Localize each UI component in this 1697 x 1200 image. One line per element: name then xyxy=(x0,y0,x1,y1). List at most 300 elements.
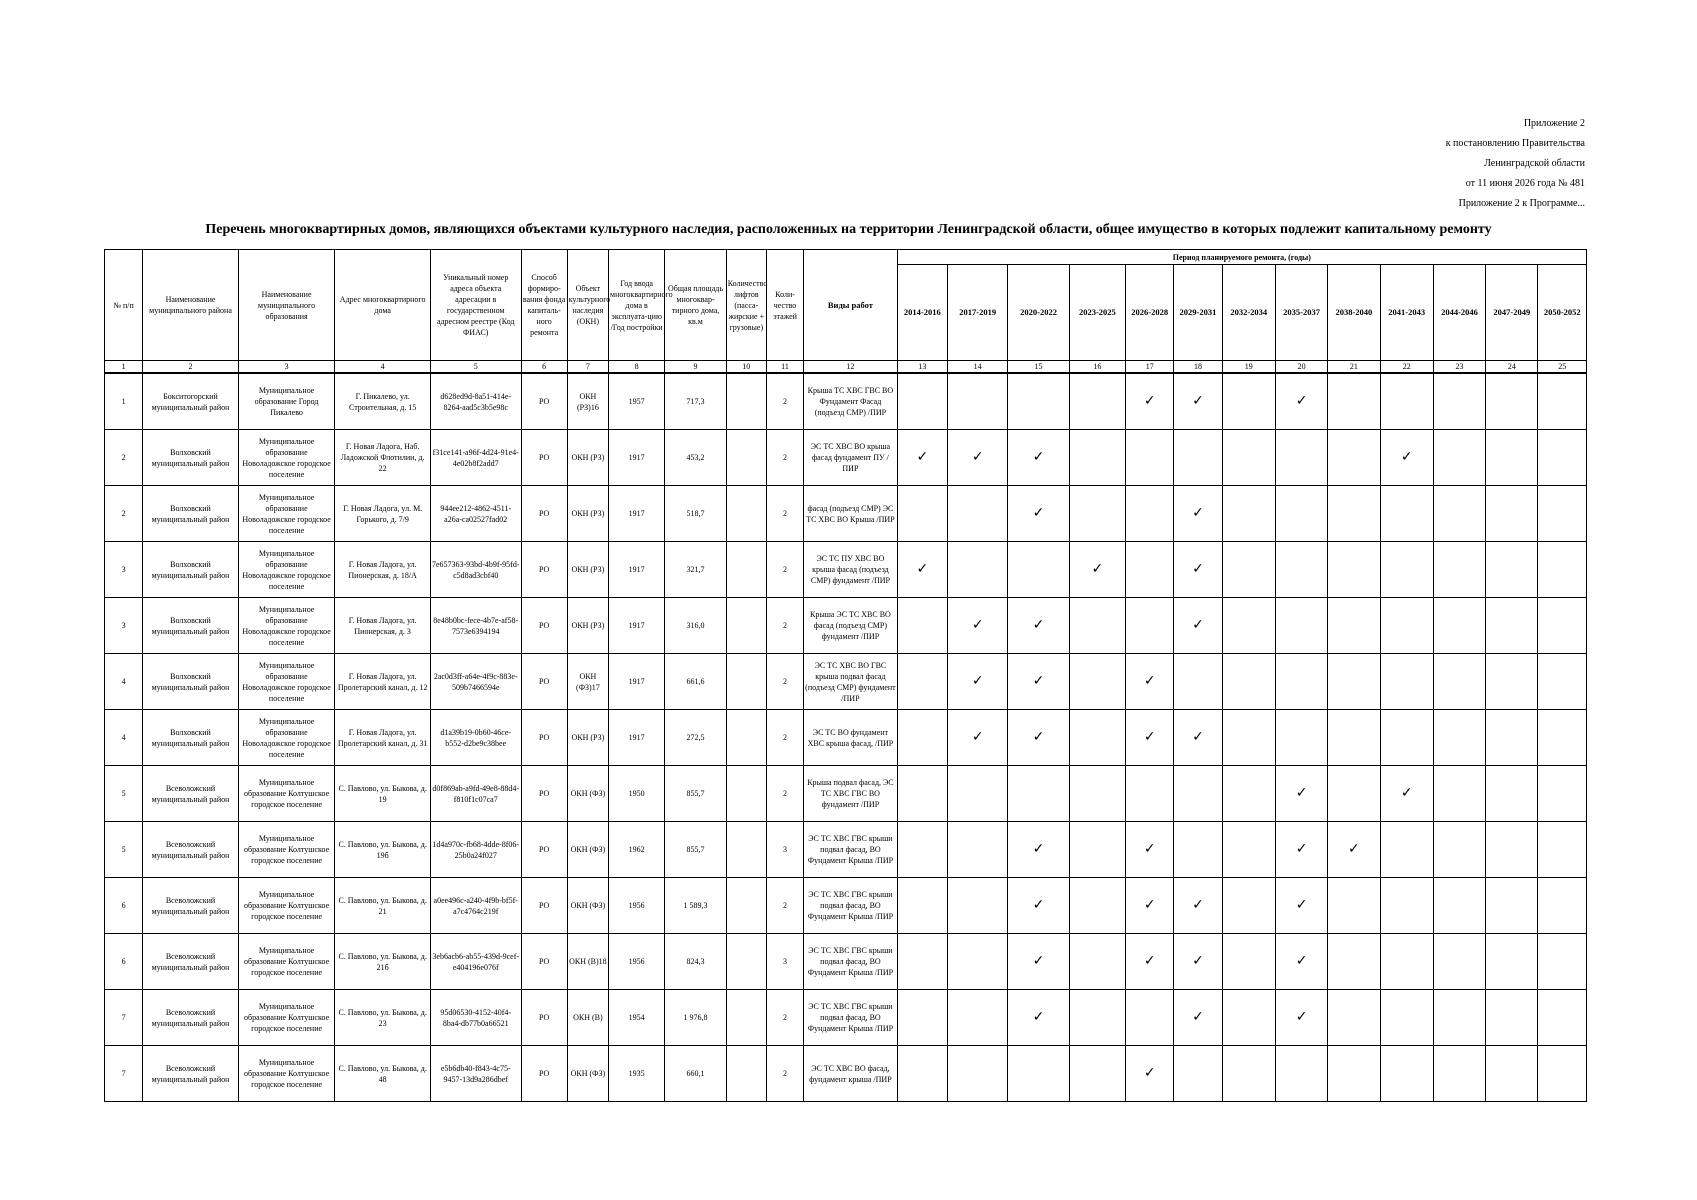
period-cell xyxy=(1126,486,1174,542)
header-year: Год ввода многоквартирного дома в эксплуата-цию /Год постройки xyxy=(609,250,665,361)
method-cell: РО xyxy=(521,878,567,934)
municipality-cell: Муниципальное образование Колтушское городское поселение xyxy=(238,766,335,822)
period-cell xyxy=(1538,710,1587,766)
check-mark-icon: ✓ xyxy=(1275,373,1327,430)
table-row xyxy=(105,373,1587,430)
district-cell: Волховский муниципальный район xyxy=(143,486,239,542)
area-cell: 321,7 xyxy=(665,542,726,598)
period-cell xyxy=(1069,878,1125,934)
column-number: 5 xyxy=(430,361,521,374)
okn-cell: ОКН (РЗ) xyxy=(567,486,608,542)
column-number: 7 xyxy=(567,361,608,374)
period-cell xyxy=(1380,934,1433,990)
lifts-cell xyxy=(726,373,766,430)
header-year-range: 2026-2028 xyxy=(1126,265,1174,361)
period-cell xyxy=(1433,654,1485,710)
method-cell: РО xyxy=(521,710,567,766)
method-cell: РО xyxy=(521,430,567,486)
period-cell xyxy=(1486,598,1538,654)
period-cell xyxy=(1126,990,1174,1046)
district-cell: Всеволожский муниципальный район xyxy=(143,766,239,822)
header-floors: Коли-чество этажей xyxy=(766,250,803,361)
check-mark-icon: ✓ xyxy=(1008,990,1069,1046)
lifts-cell xyxy=(726,766,766,822)
table-row xyxy=(105,766,1587,822)
check-mark-icon: ✓ xyxy=(948,710,1008,766)
year-cell: 1917 xyxy=(609,486,665,542)
area-cell: 1 976,8 xyxy=(665,990,726,1046)
table-row xyxy=(105,598,1587,654)
year-cell: 1935 xyxy=(609,1046,665,1102)
period-cell xyxy=(1380,654,1433,710)
period-cell xyxy=(1328,990,1380,1046)
table-row xyxy=(105,430,1587,486)
row-number: 1 xyxy=(105,373,143,430)
column-number: 22 xyxy=(1380,361,1433,374)
period-cell xyxy=(1433,934,1485,990)
area-cell: 824,3 xyxy=(665,934,726,990)
column-number: 15 xyxy=(1008,361,1069,374)
lifts-cell xyxy=(726,934,766,990)
municipality-cell: Муниципальное образование Колтушское городское поселение xyxy=(238,878,335,934)
column-number: 19 xyxy=(1222,361,1275,374)
period-cell xyxy=(1275,486,1327,542)
period-cell xyxy=(1069,654,1125,710)
period-cell xyxy=(1069,822,1125,878)
period-cell xyxy=(1486,542,1538,598)
lifts-cell xyxy=(726,710,766,766)
row-number: 3 xyxy=(105,598,143,654)
fias-cell: 2ac0d3ff-a64e-4f9c-883e-509b7466594e xyxy=(430,654,521,710)
header-year-range: 2017-2019 xyxy=(948,265,1008,361)
floors-cell: 2 xyxy=(766,598,803,654)
period-cell xyxy=(1380,878,1433,934)
period-cell xyxy=(1174,430,1222,486)
floors-cell: 2 xyxy=(766,710,803,766)
period-cell xyxy=(1433,1046,1485,1102)
check-mark-icon: ✓ xyxy=(1174,486,1222,542)
area-cell: 660,1 xyxy=(665,1046,726,1102)
lifts-cell xyxy=(726,486,766,542)
column-number: 12 xyxy=(804,361,898,374)
lifts-cell xyxy=(726,430,766,486)
period-cell xyxy=(1275,430,1327,486)
period-cell xyxy=(948,766,1008,822)
header-year-range: 2041-2043 xyxy=(1380,265,1433,361)
address-cell: Г. Новая Ладога, ул. Пионерская, д. 18/А xyxy=(335,542,431,598)
period-cell xyxy=(1174,822,1222,878)
fias-cell: f31ce141-a96f-4d24-91e4-4e02b8f2add7 xyxy=(430,430,521,486)
column-number: 18 xyxy=(1174,361,1222,374)
lifts-cell xyxy=(726,598,766,654)
check-mark-icon: ✓ xyxy=(1174,598,1222,654)
works-cell: Крыша ЭС ТС ХВС ВО фасад (подъезд СМР) фундамент /ПИР xyxy=(804,598,898,654)
check-mark-icon: ✓ xyxy=(1126,934,1174,990)
floors-cell: 2 xyxy=(766,486,803,542)
check-mark-icon: ✓ xyxy=(1174,373,1222,430)
period-cell xyxy=(1486,710,1538,766)
method-cell: РО xyxy=(521,766,567,822)
document-title: Перечень многоквартирных домов, являющихся объектами культурного наследия, расположенных на территории Ленинградской области, общее имущество в которых подлежит капитальному ремонту xyxy=(205,222,1492,237)
row-number: 6 xyxy=(105,878,143,934)
header-district: Наименование муниципального района xyxy=(143,250,239,361)
period-cell xyxy=(1486,1046,1538,1102)
fias-cell: 7e657363-93bd-4b9f-95fd-c5d8ad3cbf40 xyxy=(430,542,521,598)
address-cell: С. Павлово, ул. Быкова, д. 23 xyxy=(335,990,431,1046)
works-cell: ЭС ТС ХВС ГВС крыши подвал фасад, ВО Фундамент Крыша /ПИР xyxy=(804,822,898,878)
period-cell xyxy=(1069,598,1125,654)
header-num: № п/п xyxy=(105,250,143,361)
column-number: 14 xyxy=(948,361,1008,374)
address-cell: С. Павлово, ул. Быкова, д. 19б xyxy=(335,822,431,878)
fias-cell: 8e48b0bc-fece-4b7e-af58-7573e6394194 xyxy=(430,598,521,654)
header-municipality: Наименование муниципального образования xyxy=(238,250,335,361)
check-mark-icon: ✓ xyxy=(1069,542,1125,598)
row-number: 7 xyxy=(105,990,143,1046)
floors-cell: 2 xyxy=(766,990,803,1046)
period-cell xyxy=(1275,1046,1327,1102)
district-cell: Волховский муниципальный район xyxy=(143,542,239,598)
district-cell: Всеволожский муниципальный район xyxy=(143,990,239,1046)
year-cell: 1917 xyxy=(609,430,665,486)
works-cell: ЭС ТС ВО фундамент ХВС крыша фасад, /ПИР xyxy=(804,710,898,766)
district-cell: Всеволожский муниципальный район xyxy=(143,878,239,934)
method-cell: РО xyxy=(521,598,567,654)
period-cell xyxy=(1222,822,1275,878)
municipality-cell: Муниципальное образование Новоладожское городское поселение xyxy=(238,430,335,486)
period-cell xyxy=(1222,710,1275,766)
floors-cell: 2 xyxy=(766,430,803,486)
period-cell xyxy=(897,486,947,542)
floors-cell: 2 xyxy=(766,654,803,710)
period-cell xyxy=(1486,373,1538,430)
method-cell: РО xyxy=(521,542,567,598)
check-mark-icon: ✓ xyxy=(1008,598,1069,654)
period-cell xyxy=(897,766,947,822)
check-mark-icon: ✓ xyxy=(948,598,1008,654)
appendix-block xyxy=(1446,114,1585,214)
address-cell: С. Павлово, ул. Быкова, д. 21 xyxy=(335,878,431,934)
header-year-range: 2014-2016 xyxy=(897,265,947,361)
period-cell xyxy=(897,710,947,766)
period-cell xyxy=(1126,766,1174,822)
address-cell: Г. Новая Ладога, ул. М. Горького, д. 7/9 xyxy=(335,486,431,542)
period-cell xyxy=(1069,710,1125,766)
period-cell xyxy=(1328,373,1380,430)
area-cell: 1 589,3 xyxy=(665,878,726,934)
header-year-range: 2020-2022 xyxy=(1008,265,1069,361)
check-mark-icon: ✓ xyxy=(1008,878,1069,934)
period-cell xyxy=(1538,766,1587,822)
period-cell xyxy=(1328,486,1380,542)
fias-cell: 944ee212-4862-4511-a26a-ca02527fad02 xyxy=(430,486,521,542)
row-number: 4 xyxy=(105,710,143,766)
check-mark-icon: ✓ xyxy=(897,430,947,486)
period-cell xyxy=(1328,934,1380,990)
period-cell xyxy=(1486,934,1538,990)
period-cell xyxy=(1069,1046,1125,1102)
okn-cell: ОКН (РЗ) xyxy=(567,430,608,486)
okn-cell: ОКН (ФЗ) xyxy=(567,822,608,878)
period-cell xyxy=(1222,934,1275,990)
table-row xyxy=(105,990,1587,1046)
column-number: 4 xyxy=(335,361,431,374)
district-cell: Волховский муниципальный район xyxy=(143,598,239,654)
header-fias: Уникальный номер адреса объекта адресации в государственном адресном реестре (Код ФИАС) xyxy=(430,250,521,361)
okn-cell: ОКН (ФЗ) xyxy=(567,878,608,934)
row-number: 2 xyxy=(105,486,143,542)
period-cell xyxy=(1069,766,1125,822)
method-cell: РО xyxy=(521,373,567,430)
column-number: 1 xyxy=(105,361,143,374)
okn-cell: ОКН (В)18 xyxy=(567,934,608,990)
district-cell: Волховский муниципальный район xyxy=(143,654,239,710)
period-cell xyxy=(1008,373,1069,430)
period-cell xyxy=(1486,766,1538,822)
floors-cell: 3 xyxy=(766,822,803,878)
row-number: 5 xyxy=(105,822,143,878)
period-cell xyxy=(1538,373,1587,430)
period-cell xyxy=(1538,934,1587,990)
method-cell: РО xyxy=(521,990,567,1046)
period-cell xyxy=(1008,1046,1069,1102)
check-mark-icon: ✓ xyxy=(1328,822,1380,878)
period-cell xyxy=(897,990,947,1046)
period-cell xyxy=(1069,373,1125,430)
column-number: 11 xyxy=(766,361,803,374)
fias-cell: 3eb6acb6-ab55-439d-9cef-e404196e076f xyxy=(430,934,521,990)
area-cell: 316,0 xyxy=(665,598,726,654)
period-cell xyxy=(1433,486,1485,542)
period-cell xyxy=(948,486,1008,542)
column-number: 20 xyxy=(1275,361,1327,374)
period-cell xyxy=(1380,373,1433,430)
municipality-cell: Муниципальное образование Новоладожское городское поселение xyxy=(238,654,335,710)
year-cell: 1917 xyxy=(609,598,665,654)
address-cell: Г. Новая Ладога, ул. Пролетарский канал, д. 12 xyxy=(335,654,431,710)
period-cell xyxy=(897,878,947,934)
period-cell xyxy=(1486,430,1538,486)
address-cell: С. Павлово, ул. Быкова, д. 48 xyxy=(335,1046,431,1102)
district-cell: Волховский муниципальный район xyxy=(143,710,239,766)
okn-cell: ОКН (В) xyxy=(567,990,608,1046)
area-cell: 453,2 xyxy=(665,430,726,486)
period-cell xyxy=(1538,542,1587,598)
check-mark-icon: ✓ xyxy=(1275,822,1327,878)
lifts-cell xyxy=(726,1046,766,1102)
period-cell xyxy=(1222,878,1275,934)
works-cell: фасад (подъезд СМР) ЭС ТС ХВС ВО Крыша /ПИР xyxy=(804,486,898,542)
municipality-cell: Муниципальное образование Город Пикалево xyxy=(238,373,335,430)
check-mark-icon: ✓ xyxy=(1008,486,1069,542)
period-cell xyxy=(1069,990,1125,1046)
period-cell xyxy=(948,542,1008,598)
period-cell xyxy=(1328,766,1380,822)
address-cell: Г. Новая Ладога, ул. Пионерская, д. 3 xyxy=(335,598,431,654)
period-cell xyxy=(1275,654,1327,710)
area-cell: 717,3 xyxy=(665,373,726,430)
period-cell xyxy=(1486,486,1538,542)
period-cell xyxy=(1069,430,1125,486)
check-mark-icon: ✓ xyxy=(1126,373,1174,430)
okn-cell: ОКН (РЗ)16 xyxy=(567,373,608,430)
check-mark-icon: ✓ xyxy=(1008,934,1069,990)
period-cell xyxy=(1126,430,1174,486)
check-mark-icon: ✓ xyxy=(897,542,947,598)
header-year-range: 2029-2031 xyxy=(1174,265,1222,361)
fias-cell: d1a39b19-0b60-46ce-b552-d2be9c38bee xyxy=(430,710,521,766)
column-number: 23 xyxy=(1433,361,1485,374)
method-cell: РО xyxy=(521,486,567,542)
header-year-range: 2035-2037 xyxy=(1275,265,1327,361)
period-cell xyxy=(1275,710,1327,766)
row-number: 5 xyxy=(105,766,143,822)
check-mark-icon: ✓ xyxy=(1275,766,1327,822)
works-cell: ЭС ТС ХВС ВО ГВС крыша подвал фасад (подъезд СМР) фундамент /ПИР xyxy=(804,654,898,710)
row-number: 6 xyxy=(105,934,143,990)
lifts-cell xyxy=(726,822,766,878)
period-cell xyxy=(1433,766,1485,822)
period-cell xyxy=(1433,710,1485,766)
municipality-cell: Муниципальное образование Новоладожское городское поселение xyxy=(238,710,335,766)
works-cell: ЭС ТС ХВС ГВС крыши подвал фасад, ВО Фундамент Крыша /ПИР xyxy=(804,878,898,934)
floors-cell: 2 xyxy=(766,766,803,822)
municipality-cell: Муниципальное образование Колтушское городское поселение xyxy=(238,822,335,878)
period-cell xyxy=(1275,542,1327,598)
period-cell xyxy=(1222,598,1275,654)
check-mark-icon: ✓ xyxy=(1008,710,1069,766)
table-row xyxy=(105,878,1587,934)
period-cell xyxy=(948,822,1008,878)
check-mark-icon: ✓ xyxy=(1275,990,1327,1046)
period-cell xyxy=(1275,598,1327,654)
table-row xyxy=(105,710,1587,766)
works-cell: Крыша подвал фасад, ЭС ТС ХВС ГВС ВО фундамент /ПИР xyxy=(804,766,898,822)
works-cell: Крыша ТС ХВС ГВС ВО Фундамент Фасад (подъезд СМР) /ПИР xyxy=(804,373,898,430)
period-cell xyxy=(1008,542,1069,598)
column-number: 3 xyxy=(238,361,335,374)
period-cell xyxy=(1538,430,1587,486)
address-cell: Г. Пикалево, ул. Строительная, д. 15 xyxy=(335,373,431,430)
check-mark-icon: ✓ xyxy=(1174,878,1222,934)
period-cell xyxy=(948,934,1008,990)
year-cell: 1956 xyxy=(609,934,665,990)
period-cell xyxy=(1222,486,1275,542)
lifts-cell xyxy=(726,654,766,710)
floors-cell: 2 xyxy=(766,1046,803,1102)
header-period: Период планируемого ремонта, (годы) xyxy=(897,250,1586,265)
header-okn: Объект культурного наследия (ОКН) xyxy=(567,250,608,361)
column-number: 21 xyxy=(1328,361,1380,374)
municipality-cell: Муниципальное образование Новоладожское городское поселение xyxy=(238,598,335,654)
row-number: 2 xyxy=(105,430,143,486)
period-cell xyxy=(1433,822,1485,878)
period-cell xyxy=(1380,710,1433,766)
period-cell xyxy=(1538,878,1587,934)
area-cell: 855,7 xyxy=(665,822,726,878)
period-cell xyxy=(1486,990,1538,1046)
check-mark-icon: ✓ xyxy=(1126,822,1174,878)
period-cell xyxy=(1328,654,1380,710)
appendix-line: от 11 июня 2026 года № 481 xyxy=(1465,178,1585,189)
header-area: Общая площадь многоквар-тирного дома, кв.м xyxy=(665,250,726,361)
fias-cell: d628ed9d-8a51-414e-8264-aad5c3b5e98c xyxy=(430,373,521,430)
period-cell xyxy=(897,934,947,990)
period-cell xyxy=(1328,542,1380,598)
year-cell: 1962 xyxy=(609,822,665,878)
row-number: 7 xyxy=(105,1046,143,1102)
year-cell: 1917 xyxy=(609,654,665,710)
header-year-range: 2038-2040 xyxy=(1328,265,1380,361)
period-cell xyxy=(1069,934,1125,990)
period-cell xyxy=(1538,598,1587,654)
period-cell xyxy=(1222,430,1275,486)
appendix-line: Приложение 2 к Программе... xyxy=(1458,198,1585,209)
check-mark-icon: ✓ xyxy=(1174,990,1222,1046)
column-number: 17 xyxy=(1126,361,1174,374)
period-cell xyxy=(1328,878,1380,934)
period-cell xyxy=(1433,598,1485,654)
period-cell xyxy=(1538,486,1587,542)
period-cell xyxy=(1126,542,1174,598)
lifts-cell xyxy=(726,990,766,1046)
method-cell: РО xyxy=(521,1046,567,1102)
column-number: 25 xyxy=(1538,361,1587,374)
check-mark-icon: ✓ xyxy=(1008,430,1069,486)
lifts-cell xyxy=(726,878,766,934)
period-cell xyxy=(1328,710,1380,766)
period-cell xyxy=(1222,542,1275,598)
period-cell xyxy=(1538,990,1587,1046)
period-cell xyxy=(1538,654,1587,710)
period-cell xyxy=(1328,1046,1380,1102)
column-number: 16 xyxy=(1069,361,1125,374)
column-number: 24 xyxy=(1486,361,1538,374)
check-mark-icon: ✓ xyxy=(1126,878,1174,934)
check-mark-icon: ✓ xyxy=(1275,878,1327,934)
year-cell: 1957 xyxy=(609,373,665,430)
check-mark-icon: ✓ xyxy=(1008,654,1069,710)
check-mark-icon: ✓ xyxy=(948,654,1008,710)
period-cell xyxy=(1380,598,1433,654)
table-row xyxy=(105,1046,1587,1102)
okn-cell: ОКН (ФЗ) xyxy=(567,1046,608,1102)
municipality-cell: Муниципальное образование Новоладожское городское поселение xyxy=(238,486,335,542)
fias-cell: e5b6db40-f843-4c75-9457-13d9a286dbef xyxy=(430,1046,521,1102)
appendix-line: к постановлению Правительства xyxy=(1445,138,1585,149)
period-cell xyxy=(1380,1046,1433,1102)
okn-cell: ОКН (ФЗ) xyxy=(567,766,608,822)
table-row xyxy=(105,822,1587,878)
row-number: 3 xyxy=(105,542,143,598)
works-cell: ЭС ТС ХВС ГВС крыши подвал фасад, ВО Фундамент Крыша /ПИР xyxy=(804,934,898,990)
period-cell xyxy=(1126,598,1174,654)
period-cell xyxy=(1433,878,1485,934)
year-cell: 1950 xyxy=(609,766,665,822)
municipality-cell: Муниципальное образование Колтушское городское поселение xyxy=(238,1046,335,1102)
header-lifts: Количество лифтов (пасса-жирские + грузовые) xyxy=(726,250,766,361)
floors-cell: 2 xyxy=(766,542,803,598)
district-cell: Всеволожский муниципальный район xyxy=(143,934,239,990)
check-mark-icon: ✓ xyxy=(1380,766,1433,822)
method-cell: РО xyxy=(521,654,567,710)
check-mark-icon: ✓ xyxy=(1126,654,1174,710)
year-cell: 1954 xyxy=(609,990,665,1046)
period-cell xyxy=(1222,373,1275,430)
works-cell: ЭС ТС ХВС ВО крыша фасад фундамент ПУ /ПИР xyxy=(804,430,898,486)
check-mark-icon: ✓ xyxy=(1126,1046,1174,1102)
period-cell xyxy=(1380,486,1433,542)
